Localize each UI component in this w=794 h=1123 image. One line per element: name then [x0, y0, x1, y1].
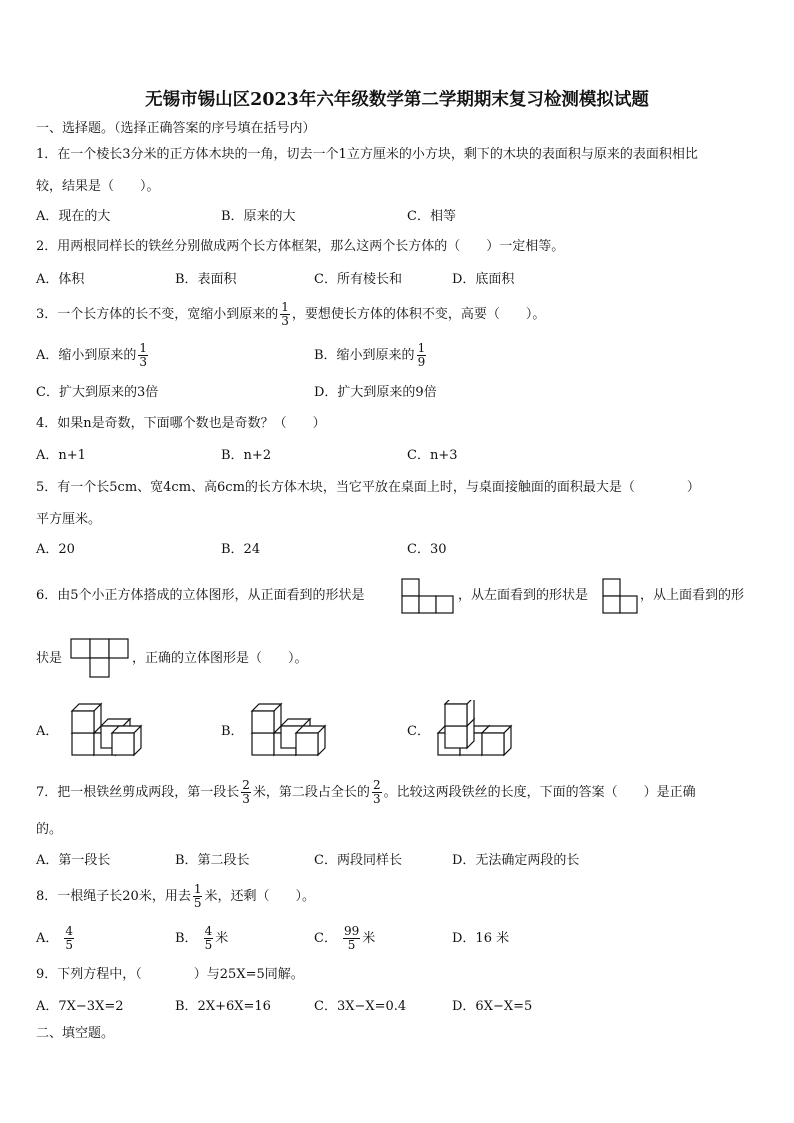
question-9-text: 9．下列方程中，（ ）与25X=5同解。	[36, 967, 304, 982]
q8-option-b	[175, 922, 228, 956]
q7-text-mid: 米，第二段占全长的	[252, 785, 370, 800]
q7-text-pre: 7．把一根铁丝剪成两段，第一段长	[36, 785, 240, 800]
page-title: 无锡市锡山区2023年六年级数学第二学期期末复习检测模拟试题	[145, 90, 649, 110]
top-view-figure	[70, 638, 130, 678]
q8-option-c-fraction	[343, 925, 360, 952]
frac-denominator: 5	[65, 938, 74, 952]
q1-option-b: B．原来的大	[221, 209, 296, 224]
q8-option-c-unit: 米	[362, 931, 376, 946]
frac-numerator: 4	[65, 924, 74, 938]
q8-text-pre: 8．一根绳子长20米，用去	[36, 889, 191, 904]
frac-denominator: 5	[193, 896, 202, 910]
unit-cube	[252, 704, 281, 733]
q8-fraction	[193, 883, 203, 910]
frac-denominator: 5	[204, 938, 213, 952]
section-heading-fill: 二、填空题。	[36, 1026, 115, 1041]
q8-option-c	[314, 922, 375, 956]
question-1-text-cont: 较，结果是（ ）。	[36, 179, 160, 194]
question-5-text: 5．有一个长5cm、宽4cm、高6cm的长方体木块，当它平放在桌面上时，与桌面接触面的面积最大是（ ）	[36, 480, 700, 495]
q6-option-c-figure	[434, 700, 520, 760]
q3-option-a	[36, 339, 150, 373]
frac-numerator: 4	[204, 924, 213, 938]
q7-option-d: D．无法确定两段的长	[452, 853, 580, 868]
q7-option-a: A．第一段长	[36, 853, 111, 868]
unit-cube	[72, 704, 101, 733]
q2-option-c: C．所有棱长和	[314, 272, 402, 287]
q4-option-b: B．n+2	[221, 448, 272, 463]
question-7-text	[36, 776, 696, 810]
question-5-text-cont: 平方厘米。	[36, 512, 102, 527]
q6-option-b-label: B．	[221, 724, 244, 739]
q7-option-b: B．第二段长	[175, 853, 250, 868]
q9-option-d: D．6X−X=5	[452, 999, 533, 1014]
unit-cube	[482, 726, 511, 755]
question-6-text-mid: ，从左面看到的形状是	[458, 588, 589, 603]
q5-option-a: A．20	[36, 542, 75, 557]
q2-option-d: D．底面积	[452, 272, 515, 287]
q3-option-b-label: B．缩小到原来的	[314, 348, 415, 363]
q3-option-d: D．扩大到原来的9倍	[314, 385, 437, 400]
q3-option-a-fraction	[138, 342, 148, 369]
q8-option-a-label: A．	[36, 931, 59, 946]
q3-fraction	[280, 301, 290, 328]
q6-option-a-label: A．	[36, 724, 59, 739]
frac-denominator: 3	[281, 314, 289, 328]
frac-denominator: 9	[417, 355, 426, 369]
q8-option-d: D．16 米	[452, 931, 510, 946]
q5-option-c: C．30	[407, 542, 447, 557]
q3-option-a-label: A．缩小到原来的	[36, 348, 137, 363]
q8-option-b-label: B．	[175, 931, 198, 946]
q6-option-b-figure	[248, 702, 334, 760]
question-2-text: 2．用两根同样长的铁丝分别做成两个长方体框架，那么这两个长方体的（ ）一定相等。	[36, 239, 565, 254]
question-7-text-cont: 的。	[36, 822, 63, 837]
question-1-text: 1．在一个棱长3分米的正方体木块的一角，切去一个1立方厘米的小方块，剩下的木块的表面积与原来的表面积相比	[36, 147, 698, 162]
q3-text-pre: 3．一个长方体的长不变，宽缩小到原来的	[36, 307, 279, 322]
unit-cube	[296, 726, 325, 755]
q7-text-post: 。比较这两段铁丝的长度，下面的答案（ ）是正确	[383, 785, 696, 800]
frac-numerator: 2	[242, 778, 250, 792]
unit-cube	[445, 700, 474, 726]
q9-option-b: B．2X+6X=16	[175, 999, 271, 1014]
front-view-figure	[401, 578, 455, 614]
question-6-text-post: ，从上面看到的形	[640, 588, 745, 603]
q2-option-b: B．表面积	[175, 272, 237, 287]
q6-option-a-figure	[68, 702, 154, 760]
q8-option-a-fraction	[64, 925, 74, 952]
frac-numerator: 1	[139, 341, 148, 355]
q4-option-a: A．n+1	[36, 448, 86, 463]
q8-option-c-label: C．	[314, 931, 337, 946]
frac-denominator: 3	[372, 792, 381, 806]
q8-option-a	[36, 922, 76, 956]
question-6-text-line2-post: ，正确的立体图形是（ ）。	[132, 651, 308, 666]
q1-option-c: C．相等	[407, 209, 456, 224]
q9-option-a: A．7X−3X=2	[36, 999, 124, 1014]
q8-option-b-unit: 米	[215, 931, 229, 946]
q7-fraction-2	[372, 779, 382, 806]
frac-numerator: 1	[417, 341, 426, 355]
frac-denominator: 5	[347, 938, 356, 952]
q1-option-a: A．现在的大	[36, 209, 111, 224]
q4-option-c: C．n+3	[407, 448, 458, 463]
frac-numerator: 99	[343, 924, 360, 938]
q9-option-c: C．3X−X=0.4	[314, 999, 407, 1014]
question-4-text: 4．如果n是奇数，下面哪个数也是奇数？（ ）	[36, 416, 326, 431]
frac-numerator: 2	[372, 778, 381, 792]
frac-numerator: 1	[281, 300, 289, 314]
q6-option-c-label: C．	[407, 724, 430, 739]
frac-denominator: 3	[139, 355, 148, 369]
frac-denominator: 3	[242, 792, 250, 806]
unit-cube	[112, 726, 141, 755]
q2-option-a: A．体积	[36, 272, 85, 287]
q8-text-post: 米，还剩（ ）。	[204, 889, 315, 904]
question-6-text-line2: 状是	[36, 651, 63, 666]
question-6-text: 6．由5个小正方体搭成的立体图形，从正面看到的形状是	[36, 588, 365, 603]
q3-option-c: C．扩大到原来的3倍	[36, 385, 159, 400]
q3-text-post: ，要想使长方体的体积不变，高要（ ）。	[291, 307, 546, 322]
q3-option-b	[314, 339, 428, 373]
q5-option-b: B．24	[221, 542, 261, 557]
q8-option-b-fraction	[204, 925, 214, 952]
question-3-text	[36, 298, 545, 332]
question-8-text	[36, 880, 315, 914]
frac-numerator: 1	[193, 882, 202, 896]
section-heading-choice: 一、选择题。（选择正确答案的序号填在括号内）	[36, 121, 316, 136]
q3-option-b-fraction	[417, 342, 427, 369]
q7-fraction-1	[241, 779, 251, 806]
q7-option-c: C．两段同样长	[314, 853, 402, 868]
left-view-figure	[602, 578, 640, 614]
